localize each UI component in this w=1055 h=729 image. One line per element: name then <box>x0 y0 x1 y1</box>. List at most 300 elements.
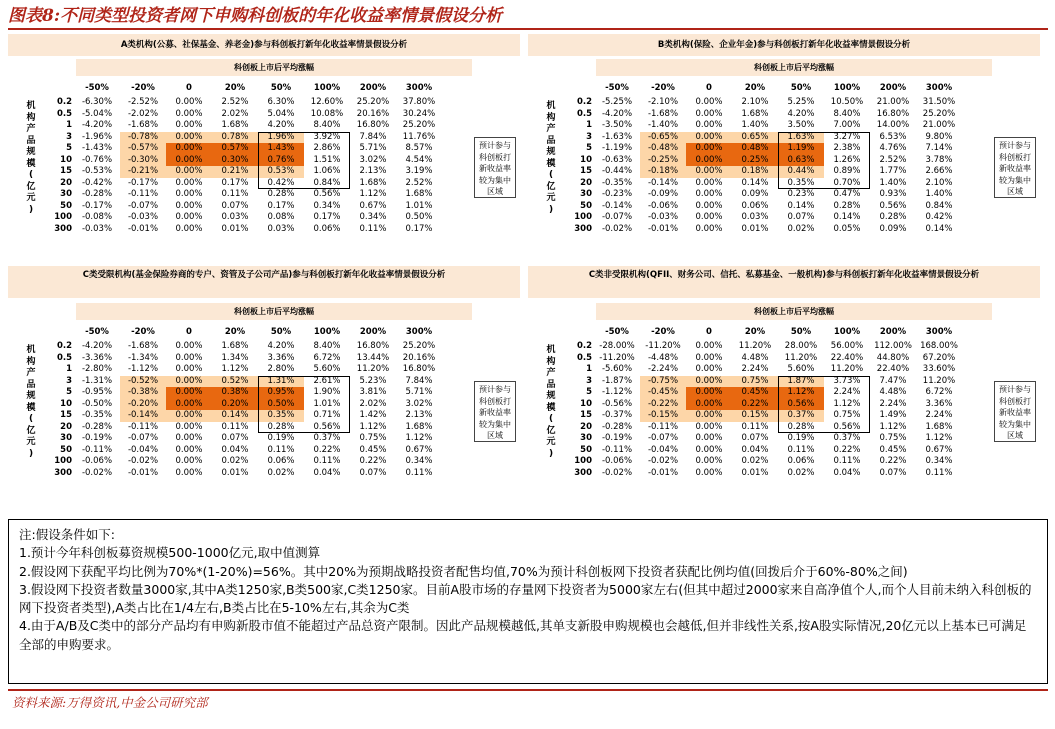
table-row <box>38 224 474 235</box>
value-cell: 0.57% <box>221 143 249 153</box>
value-cell: 0.56% <box>879 200 907 211</box>
row-label: 30 <box>580 189 592 199</box>
column-header: -50% <box>85 327 109 337</box>
value-cell: -0.06% <box>81 456 113 466</box>
table-row <box>558 166 994 177</box>
column-header: -50% <box>85 83 109 93</box>
value-cell: 0.00% <box>695 120 723 130</box>
value-cell: 0.06% <box>313 223 341 234</box>
value-cell: -0.42% <box>81 177 113 188</box>
value-cell: 5.23% <box>359 375 387 386</box>
value-cell: 0.67% <box>925 444 953 455</box>
value-cell: 1.12% <box>359 189 387 199</box>
value-cell: -0.06% <box>601 456 633 466</box>
value-cell: 6.53% <box>879 131 907 142</box>
value-cell: 0.00% <box>175 375 203 386</box>
table-row <box>558 468 994 479</box>
value-cell: 1.40% <box>879 177 907 188</box>
value-cell: 1.01% <box>405 200 433 211</box>
value-cell: 0.04% <box>313 467 341 478</box>
value-cell: 0.30% <box>221 154 249 165</box>
value-cell: 0.67% <box>359 200 387 211</box>
table-row <box>558 399 994 410</box>
row-label: 300 <box>54 467 72 478</box>
value-cell: -3.50% <box>601 120 633 130</box>
value-cell: 0.00% <box>175 352 203 363</box>
value-cell: 0.11% <box>313 456 341 466</box>
value-cell: 0.45% <box>879 444 907 455</box>
value-cell: 2.38% <box>833 143 861 153</box>
row-label: 20 <box>580 421 592 432</box>
value-cell: -3.36% <box>81 352 113 363</box>
value-cell: -0.06% <box>647 200 679 211</box>
value-cell: 0.50% <box>267 398 295 409</box>
value-cell: -0.22% <box>647 398 679 409</box>
column-header: 0 <box>186 83 192 93</box>
value-cell: 3.50% <box>787 120 815 130</box>
value-cell: 0.01% <box>221 467 249 478</box>
table-row <box>558 376 994 387</box>
value-cell: 0.78% <box>221 131 249 142</box>
value-cell: -1.12% <box>127 364 159 374</box>
value-cell: 0.95% <box>267 387 295 397</box>
value-cell: -1.40% <box>647 120 679 130</box>
value-cell: -2.80% <box>81 364 113 374</box>
value-cell: 0.14% <box>741 177 769 188</box>
scenario-panel <box>528 34 1040 266</box>
value-cell: 22.40% <box>830 352 864 363</box>
value-cell: -0.14% <box>647 177 679 188</box>
value-cell: 2.10% <box>741 97 769 107</box>
value-cell: 0.03% <box>741 212 769 222</box>
value-cell: 25.20% <box>356 97 390 107</box>
value-cell: 0.02% <box>267 467 295 478</box>
y-axis-label: 机 构 产 品 规 模 ( 亿 元 ) <box>26 345 36 459</box>
value-cell: 25.20% <box>922 108 956 119</box>
note-item: 1.预计今年科创板募资规模500-1000亿元,取中值测算 <box>19 545 321 561</box>
value-cell: 3.02% <box>359 154 387 165</box>
value-cell: 0.23% <box>787 189 815 199</box>
table-row <box>38 132 474 143</box>
value-cell: 2.52% <box>405 177 433 188</box>
value-cell: 4.54% <box>405 154 433 165</box>
column-header: 300% <box>405 327 433 337</box>
column-header-row <box>558 327 994 338</box>
value-cell: 2.52% <box>221 97 249 107</box>
column-header: 20% <box>744 327 766 337</box>
value-cell: -1.63% <box>601 131 633 142</box>
value-cell: -0.11% <box>127 189 159 199</box>
value-cell: 0.00% <box>175 387 203 397</box>
value-cell: 0.00% <box>695 410 723 420</box>
value-cell: 3.27% <box>833 131 861 142</box>
value-cell: 6.72% <box>925 387 953 397</box>
row-label: 3 <box>66 375 72 386</box>
value-cell: 0.42% <box>267 177 295 188</box>
value-cell: -0.01% <box>647 223 679 234</box>
value-cell: 20.16% <box>356 108 390 119</box>
value-cell: 0.00% <box>175 189 203 199</box>
value-cell: 0.00% <box>695 212 723 222</box>
value-cell: -5.60% <box>601 364 633 374</box>
value-cell: 13.44% <box>356 352 390 363</box>
value-cell: 0.14% <box>925 223 953 234</box>
value-cell: 0.34% <box>405 456 433 466</box>
value-cell: 0.00% <box>695 166 723 176</box>
value-cell: -6.30% <box>81 97 113 107</box>
column-header: 20% <box>224 327 246 337</box>
value-cell: 3.36% <box>925 398 953 409</box>
value-cell: 1.68% <box>221 120 249 130</box>
value-cell: 0.18% <box>741 166 769 176</box>
row-label: 10 <box>60 154 72 165</box>
y-axis-label: 机 构 产 品 规 模 ( 亿 元 ) <box>546 101 556 215</box>
value-cell: 0.07% <box>221 200 249 211</box>
callout-box: 预计参与 科创板打 新收益率 较为集中 区域 <box>994 381 1036 442</box>
table-row <box>38 143 474 154</box>
value-cell: 5.71% <box>405 387 433 397</box>
table-row <box>38 341 474 352</box>
row-label: 0.2 <box>56 341 72 351</box>
value-cell: 0.09% <box>879 223 907 234</box>
table-row <box>558 445 994 456</box>
value-cell: 0.37% <box>313 433 341 443</box>
value-cell: -0.50% <box>81 398 113 409</box>
y-axis-label: 机 构 产 品 规 模 ( 亿 元 ) <box>546 345 556 459</box>
value-cell: -0.02% <box>81 467 113 478</box>
value-cell: -0.37% <box>601 410 633 420</box>
value-cell: 0.00% <box>175 444 203 455</box>
value-cell: 0.45% <box>359 444 387 455</box>
value-cell: 1.49% <box>879 410 907 420</box>
value-cell: 0.19% <box>787 433 815 443</box>
value-cell: 2.24% <box>741 364 769 374</box>
row-label: 50 <box>60 444 72 455</box>
value-cell: 0.11% <box>787 444 815 455</box>
table-row <box>558 155 994 166</box>
value-cell: 0.00% <box>695 154 723 165</box>
value-cell: 16.80% <box>356 341 390 351</box>
value-cell: 7.84% <box>405 375 433 386</box>
value-cell: 1.12% <box>925 433 953 443</box>
value-cell: 168.00% <box>920 341 958 351</box>
value-cell: 0.00% <box>175 212 203 222</box>
row-label: 50 <box>580 444 592 455</box>
table-row <box>38 212 474 223</box>
value-cell: -0.30% <box>127 154 159 165</box>
value-cell: -0.18% <box>647 166 679 176</box>
column-header: 20% <box>744 83 766 93</box>
value-cell: 0.04% <box>741 444 769 455</box>
value-cell: 12.60% <box>310 97 344 107</box>
column-header: 0 <box>186 327 192 337</box>
value-cell: 0.42% <box>925 212 953 222</box>
value-cell: 1.12% <box>405 433 433 443</box>
value-cell: -1.68% <box>127 120 159 130</box>
value-cell: 1.12% <box>787 387 815 397</box>
value-cell: 9.80% <box>925 131 953 142</box>
row-label: 1 <box>586 364 592 374</box>
value-cell: 0.06% <box>741 200 769 211</box>
value-cell: 0.70% <box>833 177 861 188</box>
table-row <box>38 376 474 387</box>
column-header-row <box>38 327 474 338</box>
row-label: 100 <box>54 456 72 466</box>
value-cell: 2.13% <box>359 166 387 176</box>
value-cell: 0.01% <box>741 223 769 234</box>
value-cell: 0.08% <box>267 212 295 222</box>
value-cell: 4.48% <box>741 352 769 363</box>
value-cell: 7.14% <box>925 143 953 153</box>
value-cell: -0.76% <box>81 154 113 165</box>
value-cell: -0.03% <box>81 223 113 234</box>
figure-title: 图表8:不同类型投资者网下申购科创板的年化收益率情景假设分析 <box>8 4 1048 30</box>
value-cell: 1.40% <box>741 120 769 130</box>
value-cell: 0.00% <box>175 456 203 466</box>
table-row <box>38 433 474 444</box>
row-label: 30 <box>60 433 72 443</box>
value-cell: 0.07% <box>879 467 907 478</box>
value-cell: 0.25% <box>741 154 769 165</box>
value-cell: 0.48% <box>741 143 769 153</box>
value-cell: -0.07% <box>127 433 159 443</box>
value-cell: 0.75% <box>741 375 769 386</box>
panel-title: A类机构(公募、社保基金、养老金)参与科创板打新年化收益率情景假设分析 <box>8 34 520 56</box>
value-cell: 0.00% <box>175 341 203 351</box>
value-cell: 0.17% <box>313 212 341 222</box>
row-label: 5 <box>586 387 592 397</box>
note-item: 2.假设网下获配平均比例为70%*(1-20%)=56%。其中20%为预期战略投资者配售均值,70%为预计科创板网下投资者获配比例均值(回拨后介于60%-80%之间) <box>19 563 908 579</box>
value-cell: 0.71% <box>313 410 341 420</box>
row-label: 15 <box>580 166 592 176</box>
value-cell: -0.25% <box>647 154 679 165</box>
panel-title: C类受限机构(基金保险券商的专户、资管及子公司产品)参与科创板打新年化收益率情景假设分析 <box>8 266 520 298</box>
table-row <box>38 189 474 200</box>
value-cell: 0.34% <box>359 212 387 222</box>
value-cell: 0.45% <box>741 387 769 397</box>
value-cell: 2.02% <box>221 108 249 119</box>
value-cell: 112.00% <box>874 341 912 351</box>
value-cell: 0.06% <box>267 456 295 466</box>
y-axis-label: 机 构 产 品 规 模 ( 亿 元 ) <box>26 101 36 215</box>
value-cell: 31.50% <box>922 97 956 107</box>
value-cell: -5.04% <box>81 108 113 119</box>
value-cell: 0.11% <box>741 421 769 432</box>
column-header: 200% <box>359 83 387 93</box>
value-cell: 0.35% <box>267 410 295 420</box>
panel-title: B类机构(保险、企业年金)参与科创板打新年化收益率情景假设分析 <box>528 34 1040 56</box>
value-cell: -0.11% <box>647 421 679 432</box>
row-label: 1 <box>586 120 592 130</box>
value-cell: 0.17% <box>221 177 249 188</box>
value-cell: 11.20% <box>830 364 864 374</box>
value-cell: 0.56% <box>787 398 815 409</box>
table-row <box>558 178 994 189</box>
value-cell: 0.35% <box>787 177 815 188</box>
value-cell: -11.20% <box>645 341 681 351</box>
value-cell: 10.50% <box>830 97 864 107</box>
value-cell: 0.00% <box>175 143 203 153</box>
value-cell: 1.51% <box>313 154 341 165</box>
value-cell: -0.15% <box>647 410 679 420</box>
value-cell: -0.02% <box>601 467 633 478</box>
value-cell: 0.34% <box>925 456 953 466</box>
value-cell: 4.20% <box>787 108 815 119</box>
value-cell: -0.19% <box>81 433 113 443</box>
value-cell: 0.11% <box>221 421 249 432</box>
value-cell: 0.00% <box>695 352 723 363</box>
value-cell: 5.71% <box>359 143 387 153</box>
value-cell: 3.02% <box>405 398 433 409</box>
row-label: 100 <box>574 212 592 222</box>
value-cell: 1.12% <box>221 364 249 374</box>
value-cell: 0.00% <box>175 364 203 374</box>
value-cell: 7.00% <box>833 120 861 130</box>
value-cell: 0.11% <box>833 456 861 466</box>
row-label: 1 <box>66 364 72 374</box>
value-cell: 11.20% <box>922 375 956 386</box>
callout-box: 预计参与 科创板打 新收益率 较为集中 区域 <box>994 137 1036 198</box>
value-cell: -0.75% <box>647 375 679 386</box>
value-cell: 3.81% <box>359 387 387 397</box>
value-cell: 0.00% <box>175 398 203 409</box>
value-cell: -5.25% <box>601 97 633 107</box>
table-row <box>558 341 994 352</box>
value-cell: 0.07% <box>741 433 769 443</box>
value-cell: -0.20% <box>127 398 159 409</box>
row-label: 30 <box>580 433 592 443</box>
value-cell: 1.68% <box>405 189 433 199</box>
value-cell: 0.00% <box>695 223 723 234</box>
value-cell: -0.14% <box>127 410 159 420</box>
value-cell: 0.00% <box>695 108 723 119</box>
column-header-row <box>38 83 474 94</box>
value-cell: 0.00% <box>175 177 203 188</box>
value-cell: 0.52% <box>221 375 249 386</box>
value-cell: 0.00% <box>695 189 723 199</box>
value-cell: -0.23% <box>601 189 633 199</box>
value-cell: 0.22% <box>833 444 861 455</box>
value-cell: 25.20% <box>402 120 436 130</box>
value-cell: 2.52% <box>879 154 907 165</box>
value-cell: 0.00% <box>695 433 723 443</box>
value-cell: 16.80% <box>402 364 436 374</box>
row-label: 20 <box>580 177 592 188</box>
value-cell: 1.96% <box>267 131 295 142</box>
value-cell: 0.11% <box>359 223 387 234</box>
value-cell: 0.01% <box>221 223 249 234</box>
value-cell: 1.68% <box>405 421 433 432</box>
row-label: 300 <box>574 223 592 234</box>
value-cell: 1.34% <box>221 352 249 363</box>
value-cell: 14.00% <box>876 120 910 130</box>
value-cell: 0.22% <box>313 444 341 455</box>
value-cell: 2.10% <box>925 177 953 188</box>
value-cell: 0.00% <box>695 200 723 211</box>
value-cell: 0.07% <box>221 433 249 443</box>
column-header: 300% <box>925 83 953 93</box>
value-cell: 0.11% <box>925 467 953 478</box>
value-cell: -0.21% <box>127 166 159 176</box>
row-label: 0.5 <box>576 352 592 363</box>
value-cell: 3.36% <box>267 352 295 363</box>
value-cell: 0.00% <box>175 421 203 432</box>
column-header: 200% <box>359 327 387 337</box>
row-label: 5 <box>66 143 72 153</box>
value-cell: -0.02% <box>647 456 679 466</box>
value-cell: 0.37% <box>787 410 815 420</box>
value-cell: -0.04% <box>647 444 679 455</box>
scenario-panel <box>8 34 520 266</box>
value-cell: 0.00% <box>695 421 723 432</box>
note-item: 4.由于A/B及C类中的部分产品均有申购新股市值不能超过产品总资产限制。因此产品规模越低,其单支新股申购规模也会越低,但并非线性关系,按A股实际情况,20亿元以上基本已可满足全部的申购要求。 <box>19 618 1027 652</box>
value-cell: 4.20% <box>267 341 295 351</box>
value-cell: 0.00% <box>695 456 723 466</box>
value-cell: 5.04% <box>267 108 295 119</box>
value-cell: 0.00% <box>695 97 723 107</box>
value-cell: -4.20% <box>81 341 113 351</box>
value-cell: 0.00% <box>695 364 723 374</box>
value-cell: 2.61% <box>313 375 341 386</box>
value-cell: 0.67% <box>405 444 433 455</box>
value-cell: 11.20% <box>356 364 390 374</box>
value-cell: -0.65% <box>647 131 679 142</box>
matrix-header: 科创板上市后平均涨幅 <box>596 59 992 76</box>
value-cell: 1.68% <box>925 421 953 432</box>
value-cell: -0.07% <box>601 212 633 222</box>
value-cell: 0.56% <box>833 421 861 432</box>
value-cell: 0.56% <box>313 189 341 199</box>
value-cell: -0.35% <box>601 177 633 188</box>
column-header: 100% <box>833 83 861 93</box>
value-cell: 0.65% <box>741 131 769 142</box>
value-cell: 16.80% <box>356 120 390 130</box>
value-cell: -1.12% <box>601 387 633 397</box>
column-header: 50% <box>790 83 812 93</box>
row-label: 300 <box>54 223 72 234</box>
table-row <box>558 143 994 154</box>
value-cell: -0.08% <box>81 212 113 222</box>
table-row <box>38 422 474 433</box>
table-row <box>38 387 474 398</box>
value-cell: -0.28% <box>81 189 113 199</box>
callout-box: 预计参与 科创板打 新收益率 较为集中 区域 <box>474 381 516 442</box>
value-cell: 0.00% <box>695 131 723 142</box>
value-cell: -1.87% <box>601 375 633 386</box>
value-cell: 0.53% <box>267 166 295 176</box>
value-cell: -0.48% <box>647 143 679 153</box>
value-cell: -4.20% <box>601 108 633 119</box>
value-cell: 0.03% <box>221 212 249 222</box>
row-label: 0.5 <box>56 352 72 363</box>
row-label: 100 <box>54 212 72 222</box>
value-cell: 4.20% <box>267 120 295 130</box>
table-row <box>558 212 994 223</box>
value-cell: 7.84% <box>359 131 387 142</box>
value-cell: 3.78% <box>925 154 953 165</box>
column-header: 20% <box>224 83 246 93</box>
value-cell: 3.92% <box>313 131 341 142</box>
row-label: 10 <box>60 398 72 409</box>
value-cell: 0.38% <box>221 387 249 397</box>
value-cell: 0.21% <box>221 166 249 176</box>
value-cell: -0.03% <box>647 212 679 222</box>
value-cell: 0.28% <box>267 189 295 199</box>
value-cell: 0.00% <box>695 387 723 397</box>
value-cell: 0.56% <box>313 421 341 432</box>
table-row <box>558 120 994 131</box>
column-header: 300% <box>925 327 953 337</box>
